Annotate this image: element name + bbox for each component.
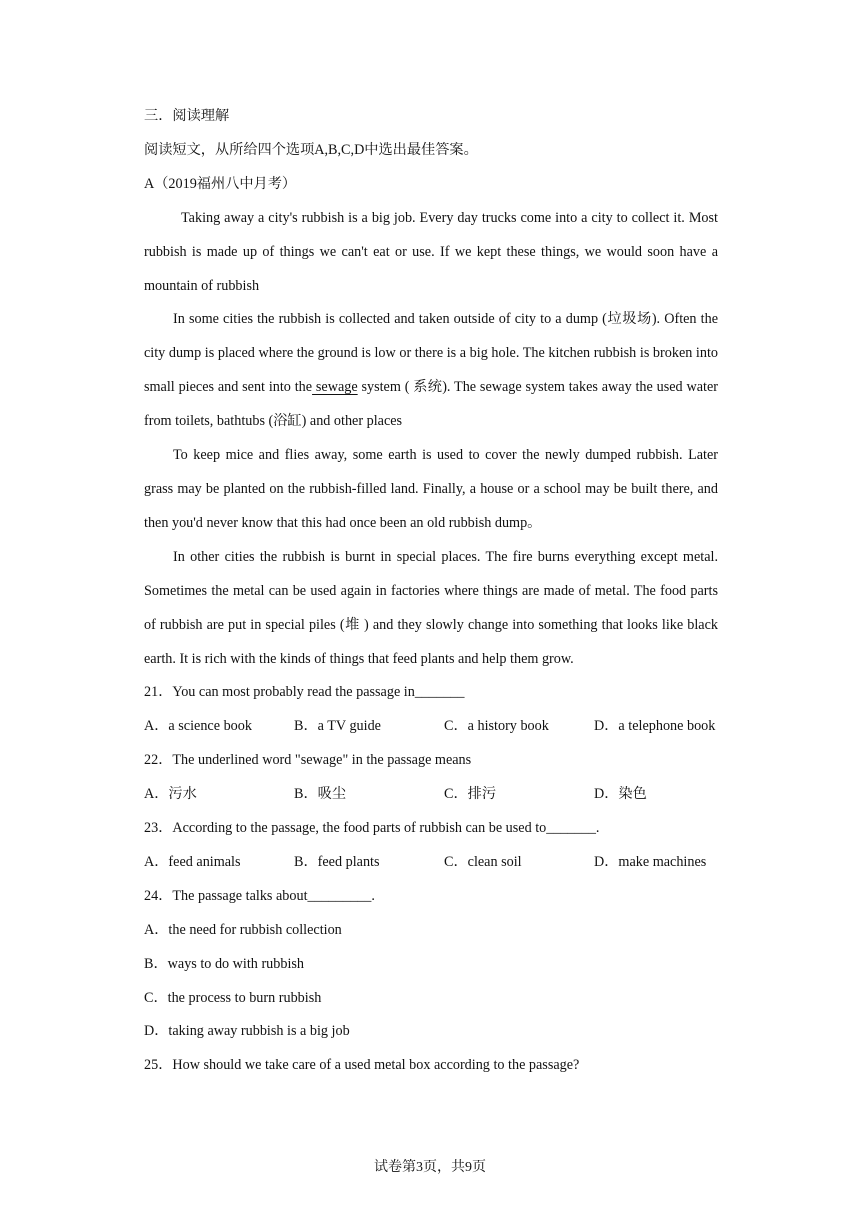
- option-b: B．a TV guide: [294, 718, 381, 735]
- option-a: A．feed animals: [144, 853, 241, 870]
- option-c: C．排污: [444, 786, 497, 803]
- passage-label: A（2019福州八中月考）: [144, 175, 297, 192]
- question-21-stem: 21．You can most probably read the passage in_______: [144, 684, 465, 701]
- question-24-stem: 24．The passage talks about_________.: [144, 887, 375, 904]
- section-title: 三．阅读理解: [144, 108, 230, 124]
- passage-paragraph-4: In other cities the rubbish is burnt in special places. The fire burns everything except metal. Sometimes the metal can be used again in factories where things are made of metal. The food parts of rubbish are put in special piles (堆 ) and they slowly change into something that looks like black earth. It is rich with the kinds of things that feed plants and help them grow.: [144, 548, 718, 667]
- option-a: A．污水: [144, 786, 197, 803]
- option-c: C．clean soil: [444, 853, 522, 870]
- instruction: 阅读短文，从所给四个选项A,B,C,D中选出最佳答案。: [144, 141, 478, 158]
- option-b: B．ways to do with rubbish: [144, 955, 305, 972]
- question-25-stem: 25．How should we take care of a used metal box according to the passage?: [144, 1057, 580, 1074]
- passage-paragraph-2: [144, 303, 718, 439]
- option-a: A．a science book: [144, 718, 252, 735]
- option-a: A．the need for rubbish collection: [144, 921, 342, 938]
- question-22-stem: 22．The underlined word "sewage" in the passage means: [144, 752, 472, 769]
- paragraph-2-text-before: In some cities the rubbish is collected and taken outside of city to a dump (垃圾场). Often the city dump is placed where the ground is low or there is a big hole. The kitchen rubbish is broken into small pieces and sent into the: [144, 311, 718, 396]
- option-d: D．染色: [594, 786, 647, 803]
- option-c: C．a history book: [444, 718, 549, 735]
- option-d: D．taking away rubbish is a big job: [144, 1023, 350, 1040]
- question-23-stem: 23．According to the passage, the food parts of rubbish can be used to_______.: [144, 820, 600, 837]
- option-d: D．make machines: [594, 853, 707, 870]
- passage-paragraph-3: To keep mice and flies away, some earth is used to cover the newly dumped rubbish. Later grass may be planted on the rubbish-filled land. Finally, a house or a school may be built there, and then you'd never know that this had once been an old rubbish dump。: [144, 447, 718, 531]
- page-footer: 试卷第3页，共9页: [374, 1160, 486, 1175]
- question-23-options: [144, 846, 718, 880]
- underlined-word-sewage: sewage: [312, 379, 358, 396]
- reading-section: [144, 100, 718, 1083]
- option-d: D．a telephone book: [594, 718, 716, 735]
- question-22-options: [144, 778, 718, 812]
- passage-paragraph-1: Taking away a city's rubbish is a big job. Every day trucks come into a city to collect it. Most rubbish is made up of things we can't eat or use. If we kept these things, we would soon have a mountain of rubbish: [144, 209, 718, 294]
- question-21-options: [144, 710, 718, 744]
- option-c: C．the process to burn rubbish: [144, 989, 322, 1006]
- paragraph-2-text-after: system ( 系统). The sewage system takes away the used water from toilets, bathtubs (浴缸) and other places: [144, 379, 718, 430]
- option-b: B．feed plants: [294, 853, 380, 870]
- option-b: B．吸尘: [294, 786, 347, 803]
